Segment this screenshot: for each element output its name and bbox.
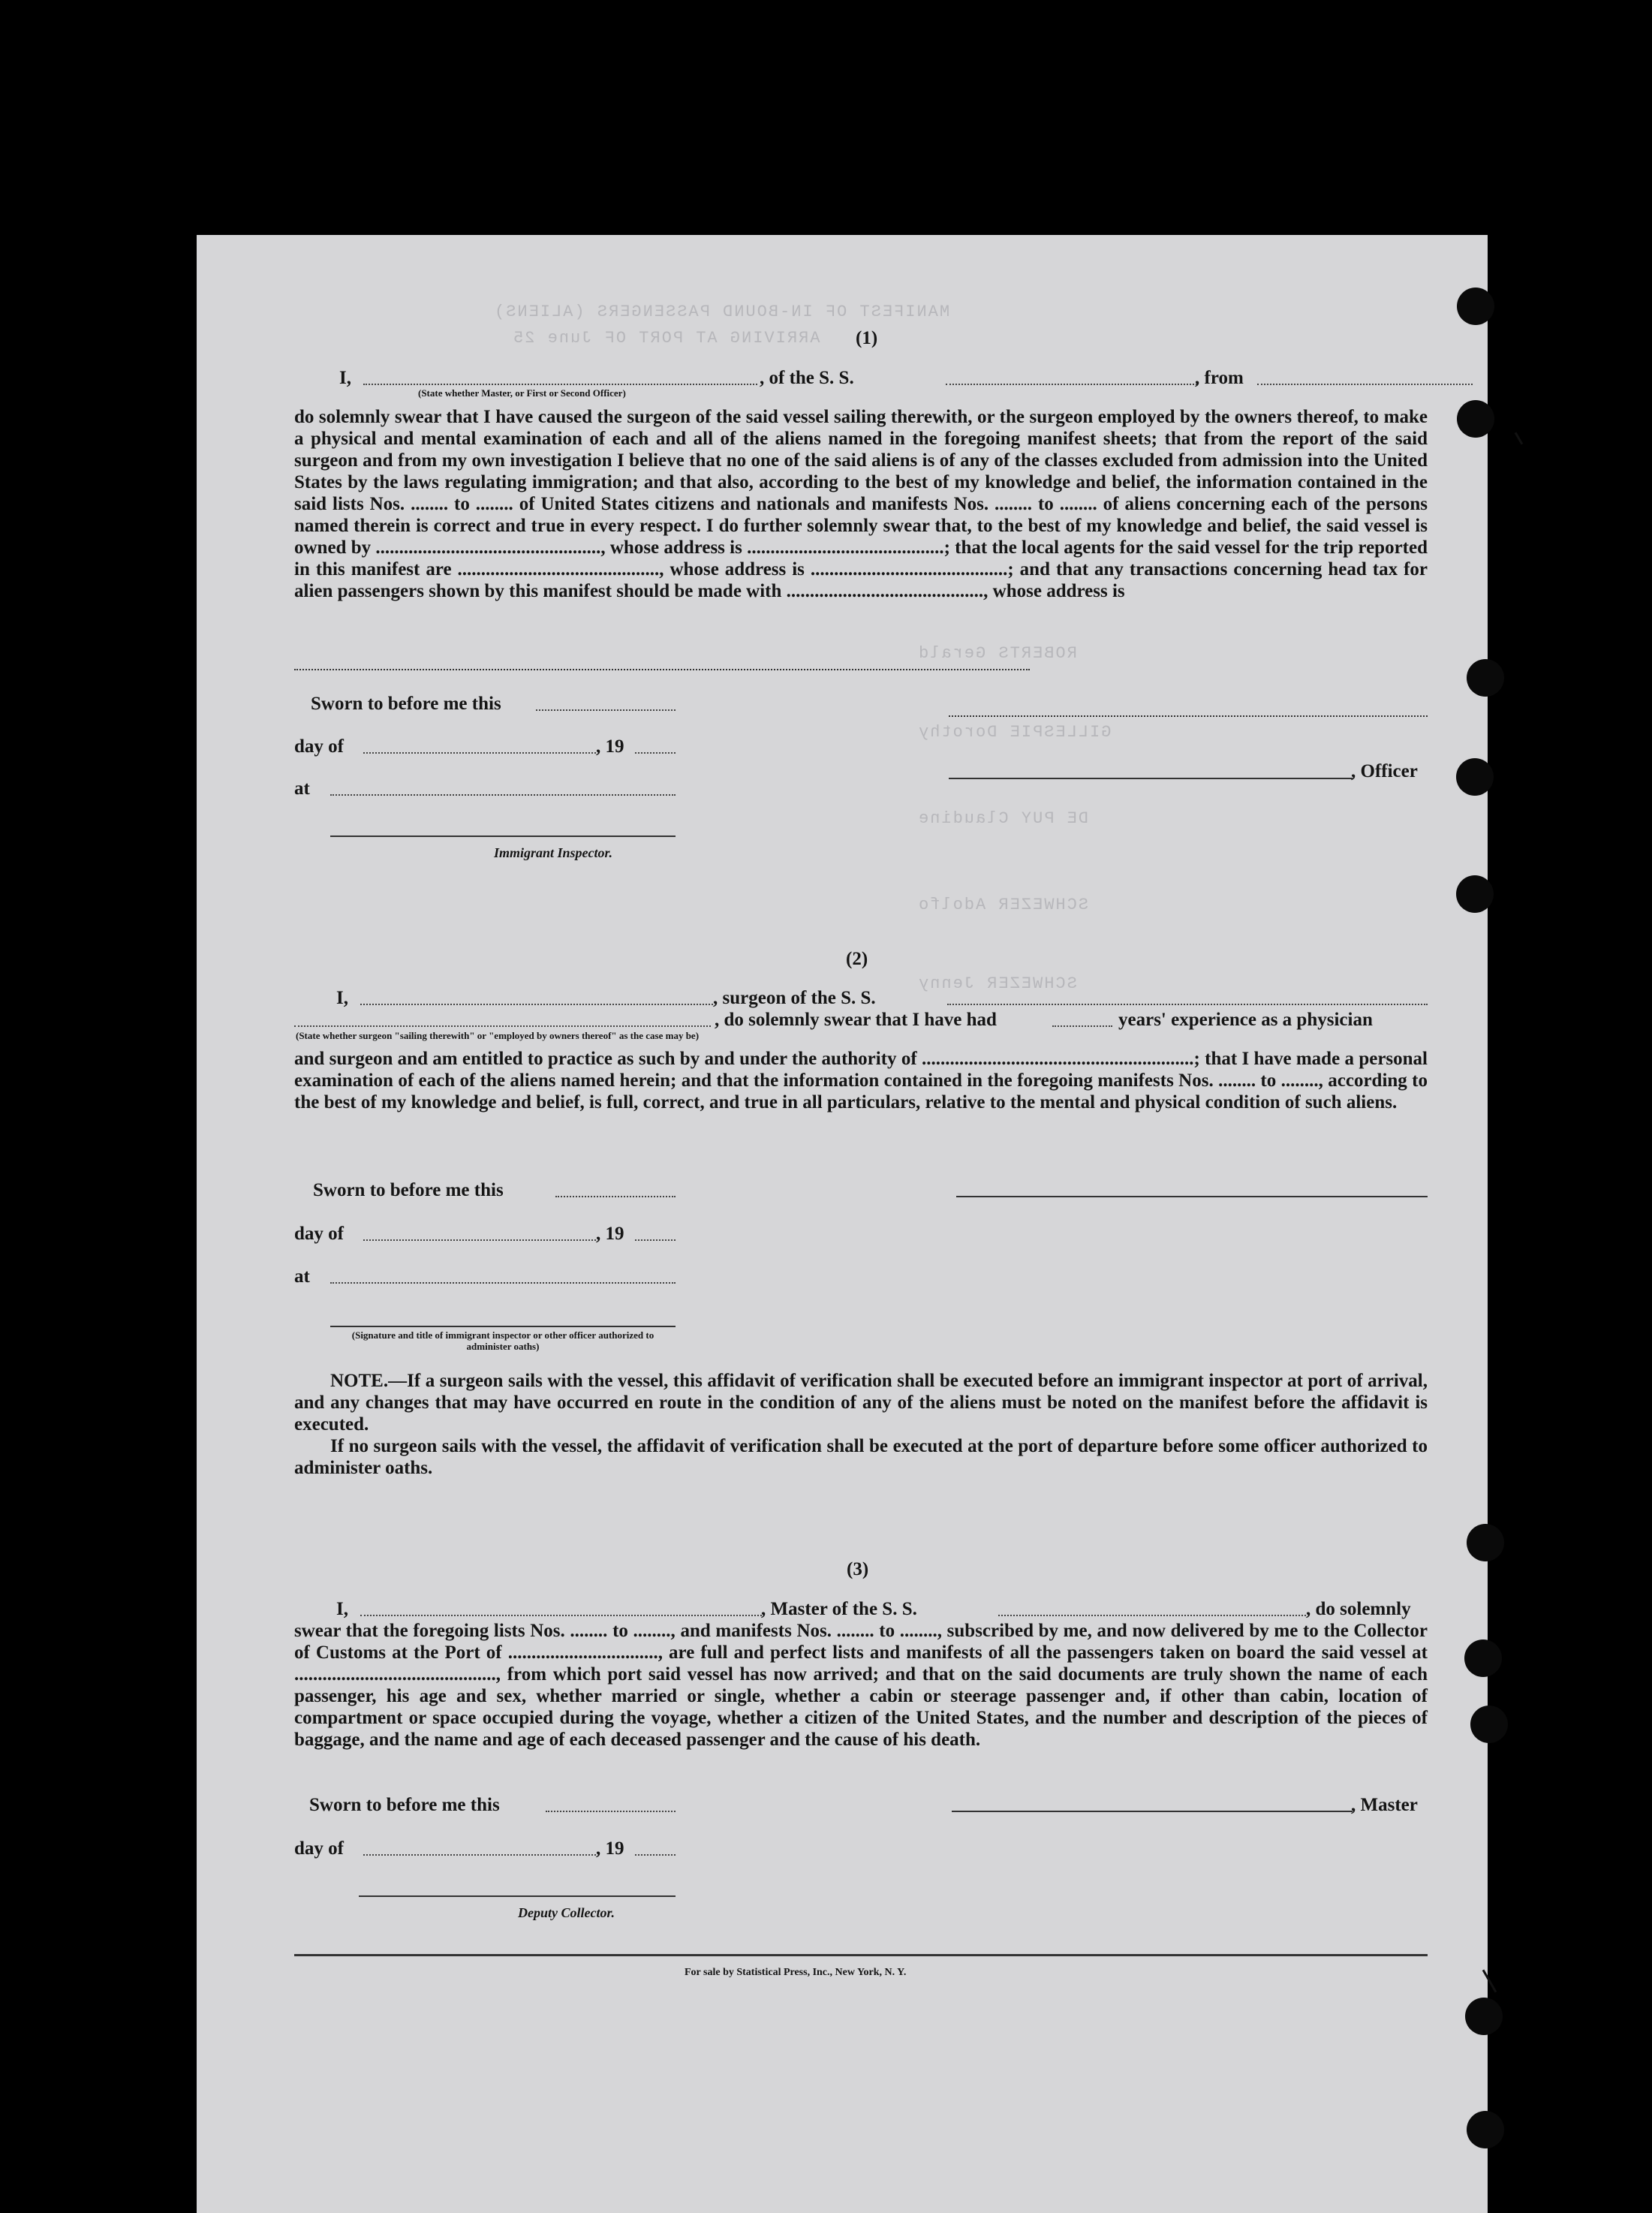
master-caption: , Master [1351, 1795, 1418, 1815]
punch-hole-icon [1467, 2111, 1504, 2148]
punch-hole-icon [1467, 1524, 1504, 1561]
place-field[interactable] [330, 1282, 676, 1284]
master-signature-line[interactable] [952, 1811, 1353, 1812]
scan-mark [1515, 432, 1524, 444]
year-label: , 19 [596, 1224, 624, 1244]
year-field[interactable] [635, 752, 676, 754]
month-field[interactable] [363, 752, 596, 754]
inspector-signature-line[interactable] [330, 836, 676, 837]
year-label: , 19 [596, 736, 624, 757]
section-number: (2) [846, 949, 868, 969]
surgeon-signature-line[interactable] [956, 1196, 1428, 1197]
month-field[interactable] [363, 1239, 596, 1241]
bleed-through-text: DE PUY Claudine [917, 809, 1089, 828]
surgeon-vessel-field[interactable] [947, 1004, 1428, 1005]
sworn-label: Sworn to before me this [311, 694, 501, 714]
years-label: years' experience as a physician [1118, 1010, 1373, 1030]
sworn-date-field[interactable] [546, 1811, 676, 1812]
collector-signature-line[interactable] [359, 1895, 676, 1897]
day-of-label: day of [294, 1838, 344, 1859]
port-from-field[interactable] [1257, 384, 1473, 385]
month-field[interactable] [363, 1854, 596, 1856]
oath-i: I, [336, 988, 348, 1008]
signature-line [294, 669, 1030, 670]
footer-imprint: For sale by Statistical Press, Inc., New York, N. Y. [685, 1967, 907, 1978]
section3-body: swear that the foregoing lists Nos. ........ to ........, and manifests Nos. ........ to ........, subscribed by me, and now delivered by me to the Collector of Customs at the Port of ................................, are full and perfect lists and manifests of all the passengers taken on board the said vessel at ..........................................., from which port said vessel has now arrived; and that on the said documents are truly shown the name of each passenger, his age and sex, whether married or single, whether a cabin or steerage passenger and, if other than cabin, location of compartment or space occupied during the voyage, whether a citizen of the United States, and the number and description of the pieces of baggage, and the name and age of each deceased passenger and the cause of his death. [294, 1621, 1428, 1750]
bleed-through-text: GILLESPIE Dorothy [917, 723, 1112, 742]
year-field[interactable] [635, 1239, 676, 1241]
at-label: at [294, 778, 310, 799]
officer-top-line [949, 715, 1428, 717]
oath-i: I, [336, 1599, 348, 1619]
punch-hole-icon [1456, 875, 1494, 913]
sworn-label: Sworn to before me this [313, 1180, 504, 1200]
years-field[interactable] [1052, 1025, 1112, 1027]
year-label: , 19 [596, 1838, 624, 1859]
inspector-caption: Immigrant Inspector. [494, 845, 613, 860]
punch-hole-icon [1465, 1998, 1503, 2035]
signature-note: (Signature and title of immigrant inspector or other officer authorized to administer oaths) [351, 1329, 654, 1352]
punch-hole-icon [1456, 758, 1494, 796]
surgeon-note: NOTE.—If a surgeon sails with the vessel, this affidavit of verification shall be executed before an immigrant inspector at port of arrival, and any changes that may have occurred en route in the condition of any of the aliens must be noted on the manifest before the affidavit is executed. [294, 1371, 1428, 1435]
surgeon-status-field[interactable] [294, 1025, 711, 1027]
master-vessel-field[interactable] [998, 1615, 1351, 1616]
swear-label: , do solemnly swear that I have had [715, 1010, 997, 1030]
officer-name-field[interactable] [363, 384, 757, 385]
sworn-label: Sworn to before me this [309, 1795, 500, 1815]
master-label: , Master of the S. S. [761, 1599, 917, 1619]
punch-hole-icon [1467, 659, 1504, 697]
day-of-label: day of [294, 1224, 344, 1244]
sworn-date-field[interactable] [555, 1196, 676, 1197]
swear-label: , do solemnly [1306, 1599, 1411, 1619]
master-name-field[interactable] [360, 1615, 762, 1616]
inspector-signature-line[interactable] [330, 1326, 676, 1327]
at-label: at [294, 1266, 310, 1287]
vessel-label: , of the S. S. [760, 368, 854, 388]
bleed-through-text: MANIFEST OF IN-BOUND PASSENGERS (ALIENS) [493, 303, 950, 321]
section-number: (1) [856, 328, 878, 348]
manifest-page [197, 235, 1488, 2213]
vessel-name-field[interactable] [946, 384, 1197, 385]
section1-body: do solemnly swear that I have caused the surgeon of the said vessel sailing therewith, or the surgeon employed by the owners thereof, to make a physical and mental examination of each and all of the aliens named in the foregoing manifest sheets; that from the report of the said surgeon and from my own investigation I believe that no one of the said aliens is of any of the classes excluded from admission into the United States by the laws regulating immigration; and that also, according to the best of my knowledge and belief, the information contained in the said lists Nos. ........ to ........ of United States citizens and nationals and manifests Nos. ........ to ........ of aliens concerning each of the persons named therein is correct and true in every respect. I do further solemnly swear that, to the best of my knowledge and belief, the said vessel is owned by ................................................, whose address is ..........................................; that the local agents for the said vessel for the trip reported in this manifest are ..........................................., whose address is ..........................................; and that any transactions concerning head tax for alien passengers shown by this manifest should be made with .........................................., whose address is [294, 407, 1428, 601]
punch-hole-icon [1457, 288, 1494, 325]
officer-caption: , Officer [1351, 761, 1418, 781]
field-note: (State whether surgeon "sailing therewith" or "employed by owners thereof" as the case may be) [296, 1030, 700, 1041]
field-note: (State whether Master, or First or Second Officer) [418, 387, 626, 399]
bleed-through-text: ROBERTS Gerald [917, 644, 1077, 663]
punch-hole-icon [1464, 1639, 1502, 1677]
surgeon-note-2: If no surgeon sails with the vessel, the affidavit of verification shall be executed at the port of departure before some officer authorized to administer oaths. [294, 1436, 1428, 1478]
port-from-label: , from [1195, 368, 1244, 388]
surgeon-label: , surgeon of the S. S. [713, 988, 876, 1008]
punch-hole-icon [1457, 400, 1494, 438]
footer-rule [294, 1954, 1428, 1956]
section-number: (3) [847, 1559, 869, 1579]
bleed-through-text: ARRIVING AT PORT OF June 25 [512, 329, 820, 348]
section2-body: and surgeon and am entitled to practice as such by and under the authority of ..........................................................; that I have made a personal examination of each of the aliens named herein; and that the information contained in the foregoing manifests Nos. ........ to ........, according to the best of my knowledge and belief, is full, correct, and true in all particulars, relative to the mental and physical condition of such aliens. [294, 1049, 1428, 1113]
bleed-through-text: SCHWEZER Jenny [917, 974, 1077, 993]
punch-hole-icon [1470, 1706, 1508, 1743]
day-of-label: day of [294, 736, 344, 757]
officer-signature-line[interactable] [949, 778, 1353, 779]
oath-i: I, [339, 368, 351, 388]
year-field[interactable] [635, 1854, 676, 1856]
sworn-date-field[interactable] [536, 709, 676, 711]
collector-caption: Deputy Collector. [518, 1905, 615, 1920]
place-field[interactable] [330, 794, 676, 796]
bleed-through-text: SCHWEZER Adolfo [917, 896, 1089, 914]
surgeon-name-field[interactable] [360, 1004, 713, 1005]
